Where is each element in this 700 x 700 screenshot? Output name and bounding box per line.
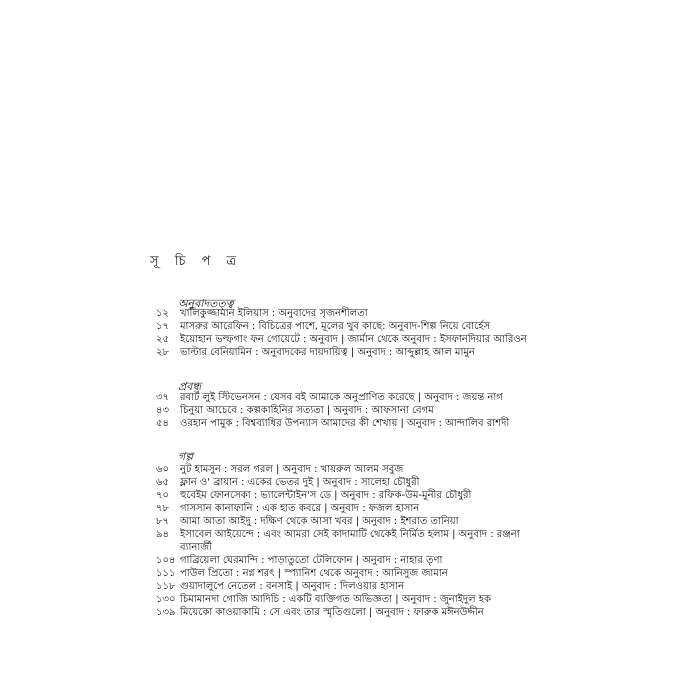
toc-title: সূ চি প ত্র — [150, 254, 243, 269]
entry-text: ইয়োহান ভল্ফগাং ফন গোয়েটে : অনুবাদ | জার্মান থেকে অনুবাদ : ইসফানদিয়ার আরিওন — [180, 334, 527, 345]
toc-entry — [0, 346, 700, 359]
toc-entry — [0, 580, 700, 593]
entry-text: গুয়াদালুপে নেতেল : বনসাই | অনুবাদ : দিলওয়ার হাসান — [180, 581, 405, 592]
page-number: ৯৪ — [156, 529, 169, 540]
page-number: ৮৭ — [156, 516, 169, 527]
toc-entry — [0, 606, 700, 619]
page-number: ১০৪ — [156, 555, 176, 566]
entry-text: পাউল প্রিতো : নগ্ন শরৎ | স্প্যানিশ থেকে অনুবাদ : আনিসুজ জামান — [180, 568, 448, 579]
page-number: ১২ — [156, 308, 169, 319]
section-heading: অনুবাদতত্ত্ব — [178, 297, 234, 310]
entry-text: চিমামানদা গোজি আদিচি : একটি ব্যক্তিগত অভিজ্ঞতা | অনুবাদ : জুনাইদুল হক — [180, 594, 491, 605]
entry-text: মিয়েকো কাওয়াকামি : সে এবং তার স্মৃতিগুলো | অনুবাদ : ফারুক মঈনউদ্দীন — [180, 607, 484, 618]
page-number: ১১৮ — [156, 581, 176, 592]
toc-entry — [0, 567, 700, 580]
entry-text: গাব্রিয়েলা ঘেরমান্দি : পাড়াতুতো টেলিফোন | অনুবাদ : নাহার তৃণা — [180, 555, 443, 566]
toc-entry — [0, 489, 700, 502]
entry-text: নুট হামসুন : সরল গরল | অনুবাদ : খায়রুল আলম সবুজ — [180, 464, 404, 475]
entry-text: ফ্লান ও' ব্রায়ান : একের ভেতর দুই | অনুবাদ : সালেহা চৌধুরী — [180, 477, 420, 488]
page-number: ১১১ — [156, 568, 176, 579]
section-heading: প্রবন্ধ — [178, 380, 202, 393]
page-number: ৬৫ — [156, 477, 169, 488]
toc-entry — [0, 417, 700, 430]
page-number: ৬০ — [156, 464, 170, 475]
section-heading: গল্প — [178, 450, 194, 463]
toc-entry — [0, 515, 700, 528]
entry-text: ব্যানার্জী — [180, 542, 213, 553]
entry-text: ওরহান পামুক : বিশ্বব্যাধির উপন্যাস আমাদের কী শেখায় | অনুবাদ : আন্দালিব রাশদী — [180, 418, 510, 429]
page-number: ১৭ — [156, 321, 169, 332]
toc-entry — [0, 528, 700, 541]
entry-text: আমা আতা আইদু : দক্ষিণ থেকে আসা খবর | অনুবাদ : ইশরাত তানিয়া — [180, 516, 459, 527]
entry-text: খালিকুজ্জামান ইলিয়াস : অনুবাদের সৃজনশীলতা — [180, 308, 368, 319]
entry-text: ভাল্টার বেনিয়ামিন : অনুবাদকের দায়দায়িত্ব | অনুবাদ : আব্দুল্লাহ আল মামুন — [180, 347, 475, 358]
page-number: ২৫ — [156, 334, 169, 345]
entry-text: ইসাবেল আইয়েন্দে : এবং আমরা সেই কাদামাটি থেকেই নির্মিত হলাম | অনুবাদ : রঞ্জনা — [180, 529, 520, 540]
toc-entry — [0, 593, 700, 606]
toc-entry — [0, 391, 700, 404]
page-number: ১৩০ — [156, 594, 176, 605]
toc-entry-continuation — [0, 541, 700, 554]
page-number: ৪৩ — [156, 405, 169, 416]
page-number: ২৮ — [156, 347, 169, 358]
toc-entry — [0, 502, 700, 515]
toc-entry — [0, 307, 700, 320]
page-number: ৭৮ — [156, 503, 169, 514]
entry-text: গাসসান কানাফানি : এক হাত কবরে | অনুবাদ : ফজল হাসান — [180, 503, 420, 514]
entry-text: রবার্ট লুই স্টিভেনসন : যেসব বই আমাকে অনুপ্রাণিত করেছে | অনুবাদ : জয়ন্ত নাগ — [180, 392, 503, 403]
toc-entry — [0, 320, 700, 333]
toc-entry — [0, 554, 700, 567]
entry-text: হুবেইম ফোনসেকা : ভ্যালেন্টাইন'স ডে | অনুবাদ : রফিক-উম-মুনীর চৌধুরী — [180, 490, 472, 501]
toc-entry — [0, 476, 700, 489]
toc-entry — [0, 333, 700, 346]
page-number: ১৩৯ — [156, 607, 176, 618]
toc-entry — [0, 404, 700, 417]
entry-text: মাসরুর আরেফিন : বিচিত্রের পাশে, মূলের খুব কাছে: অনুবাদ-শিল্প নিয়ে বোর্হেস — [180, 321, 491, 332]
page-number: ৭০ — [156, 490, 170, 501]
entry-text: চিনুয়া আচেবে : কল্পকাহিনির সত্যতা | অনুবাদ : আফসানা বেগম — [180, 405, 434, 416]
toc-entry — [0, 463, 700, 476]
page-number: ৫৪ — [156, 418, 169, 429]
page-number: ৩৭ — [156, 392, 170, 403]
